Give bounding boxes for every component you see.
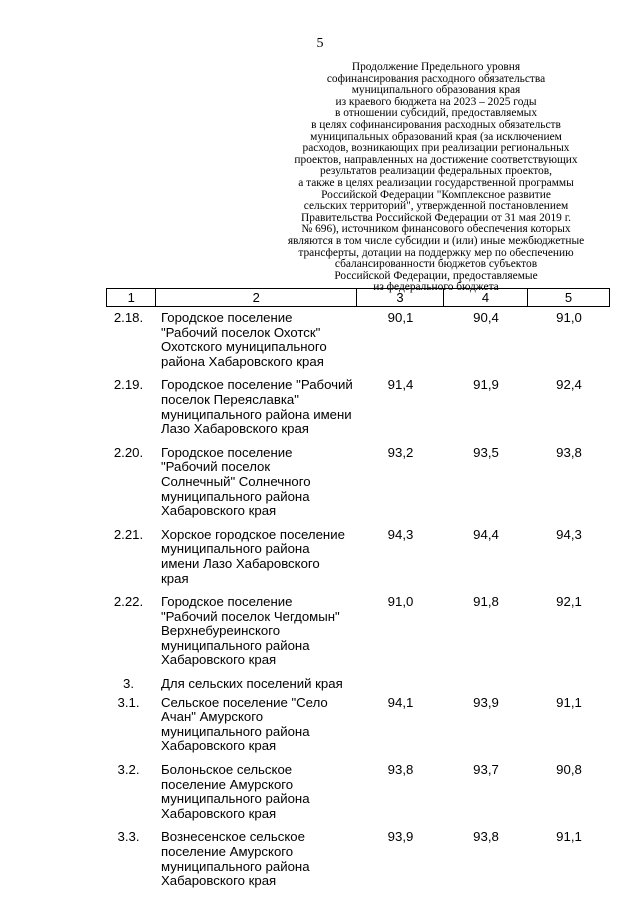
heading-line: № 696), источником финансового обеспечения которых <box>301 223 571 236</box>
municipality-name-line: муниципального района <box>161 488 310 504</box>
municipality-name-line: Для сельских поселений края <box>161 676 343 692</box>
table-row <box>106 696 610 754</box>
row-number: 3.2. <box>117 762 140 778</box>
heading-line: проектов, направленных на достижение соответствующих <box>294 153 578 166</box>
heading-line: а также в целях реализации государственной программы <box>298 176 574 189</box>
row-number: 2.18. <box>113 310 144 325</box>
municipality-name-line: поселок Переяславка" <box>161 391 299 407</box>
heading-line: Продолжение Предельного уровня <box>351 61 521 73</box>
heading-line: Правительства Российской Федерации от 31 мая 2019 г. <box>301 211 571 224</box>
row-number: 2.19. <box>113 377 144 393</box>
municipality-name-line: Хабаровского края <box>161 873 277 889</box>
value-v4: 91,9 <box>473 377 499 393</box>
municipality-name-line: Хабаровского края <box>161 805 277 821</box>
row-number: 2.20. <box>113 444 144 460</box>
table-body <box>106 311 610 898</box>
municipality-name-line: Солнечный" Солнечного <box>161 473 311 489</box>
municipality-name-line: муниципального района <box>161 791 310 807</box>
municipality-name-line: Болоньское сельское <box>161 762 293 778</box>
table-row <box>106 763 610 821</box>
municipality-name <box>155 378 357 436</box>
value-v4: 93,8 <box>473 829 499 845</box>
value-v4: 93,7 <box>473 762 499 778</box>
table-row <box>106 677 610 692</box>
value-v3: 94,3 <box>387 526 414 542</box>
municipality-name-line: имени Лазо Хабаровского <box>161 555 320 571</box>
table-row <box>106 595 610 668</box>
value-v4: 90,4 <box>473 310 499 325</box>
row-number: 2.21. <box>113 526 144 542</box>
value-v5: 91,0 <box>556 310 582 325</box>
value-v3: 93,2 <box>387 444 414 460</box>
municipality-name-line: Вознесенское сельское <box>161 829 305 845</box>
municipality-name-line: поселение Амурского <box>161 844 294 859</box>
value-v3: 93,8 <box>387 762 414 778</box>
table-row <box>106 528 610 586</box>
municipality-name-line: муниципального района <box>161 541 310 557</box>
table-row <box>106 830 610 888</box>
municipality-name-line: Сельское поселение "Село <box>161 694 328 710</box>
value-v5: 91,1 <box>556 829 582 845</box>
municipality-name-line: Хабаровского края <box>161 503 277 519</box>
table-row <box>106 378 610 436</box>
municipality-name-line: Городское поселение <box>161 594 293 610</box>
column-header-1: 1 <box>107 289 156 306</box>
municipality-name-line: муниципального района <box>161 723 310 739</box>
municipality-name-line: Хабаровского края <box>161 738 277 754</box>
heading-line: результатов реализации федеральных проектов, <box>320 165 552 178</box>
municipality-name-line: муниципального района <box>161 858 310 874</box>
value-v4: 91,8 <box>473 594 499 610</box>
municipality-name <box>155 528 357 586</box>
value-v3: 91,0 <box>387 594 414 610</box>
municipality-name-line: края <box>161 570 189 586</box>
municipality-name-line: Ачан" Амурского <box>161 709 264 725</box>
municipality-name-line: "Рабочий поселок Охотск" <box>161 324 321 340</box>
municipality-name-line: "Рабочий поселок <box>161 459 271 475</box>
row-number: 3.3. <box>117 829 140 845</box>
municipality-name-line: муниципального района имени <box>161 406 352 422</box>
municipality-name <box>155 311 357 369</box>
value-v3: 90,1 <box>387 310 414 325</box>
value-v3 <box>357 677 444 692</box>
document-heading <box>256 62 616 294</box>
municipality-name-line: поселение Амурского <box>161 776 294 792</box>
municipality-name <box>155 595 357 668</box>
municipality-name-line: Лазо Хабаровского края <box>161 421 309 437</box>
value-v3: 94,1 <box>387 694 414 710</box>
heading-line: Российской Федерации "Комплексное развитие <box>321 188 551 201</box>
municipality-name-line: Охотского муниципального <box>161 339 327 355</box>
table-header-row <box>106 288 610 307</box>
column-header-3: 3 <box>357 289 444 306</box>
page-number: 5 <box>316 36 324 51</box>
municipality-name <box>155 446 357 519</box>
value-v4: 93,5 <box>473 444 499 460</box>
heading-line: расходов, возникающих при реализации региональных <box>302 142 570 155</box>
heading-line: являются в том числе субсидии и (или) иные межбюджетные <box>287 234 585 247</box>
heading-line: муниципального образования края <box>351 84 521 97</box>
municipality-name-line: Хабаровского края <box>161 652 277 668</box>
row-number: 3. <box>123 676 134 692</box>
table-row <box>106 311 610 369</box>
value-v3: 93,9 <box>387 829 414 845</box>
municipality-name-line: муниципального района <box>161 637 310 653</box>
column-header-5: 5 <box>564 290 573 305</box>
row-number: 3.1. <box>117 694 140 710</box>
municipality-name <box>155 696 357 754</box>
municipality-name <box>155 830 357 888</box>
table-row <box>106 446 610 519</box>
value-v5: 93,8 <box>556 444 582 460</box>
heading-line: муниципальных образований края (за исключением <box>310 130 562 143</box>
value-v5: 91,1 <box>556 694 582 710</box>
municipality-name-line: Хорское городское поселение <box>161 526 345 542</box>
heading-line: сельских территорий", утвержденной постановлением <box>303 200 569 213</box>
municipality-name-line: "Рабочий поселок Чегдомын" <box>161 608 340 624</box>
row-number: 2.22. <box>113 594 144 610</box>
value-v5: 94,3 <box>556 526 582 542</box>
heading-line: в отношении субсидий, предоставляемых <box>334 107 538 120</box>
value-v5: 90,8 <box>556 762 582 778</box>
value-v4: 94,4 <box>473 526 499 542</box>
municipality-name-line: Верхнебуреинского <box>161 623 281 639</box>
municipality-name-line: Городское поселение <box>161 444 293 460</box>
heading-line: из краевого бюджета на 2023 – 2025 годы <box>335 95 537 108</box>
column-header-4: 4 <box>444 289 528 306</box>
value-v3: 91,4 <box>387 377 414 393</box>
municipality-name-line: Городское поселение "Рабочий <box>161 377 353 393</box>
value-v5: 92,4 <box>556 377 582 393</box>
value-v5: 92,1 <box>556 594 582 610</box>
heading-line: из федерального бюджета <box>373 281 499 294</box>
column-header-2: 2 <box>156 289 357 306</box>
municipality-name <box>155 677 357 692</box>
municipality-name <box>155 763 357 821</box>
heading-line: Российской Федерации, предоставляемые <box>334 269 538 282</box>
heading-line: трансферты, дотации на поддержку мер по обеспечению <box>298 246 574 259</box>
heading-line: софинансирования расходного обязательства <box>326 72 546 85</box>
heading-line: сбалансированности бюджетов субъектов <box>334 258 538 271</box>
heading-line: в целях софинансирования расходных обязательств <box>311 118 561 131</box>
municipality-name-line: района Хабаровского края <box>161 353 324 369</box>
value-v4: 93,9 <box>473 694 499 710</box>
value-v4 <box>444 677 528 692</box>
value-v5 <box>528 677 610 692</box>
municipality-name-line: Городское поселение <box>161 310 293 325</box>
